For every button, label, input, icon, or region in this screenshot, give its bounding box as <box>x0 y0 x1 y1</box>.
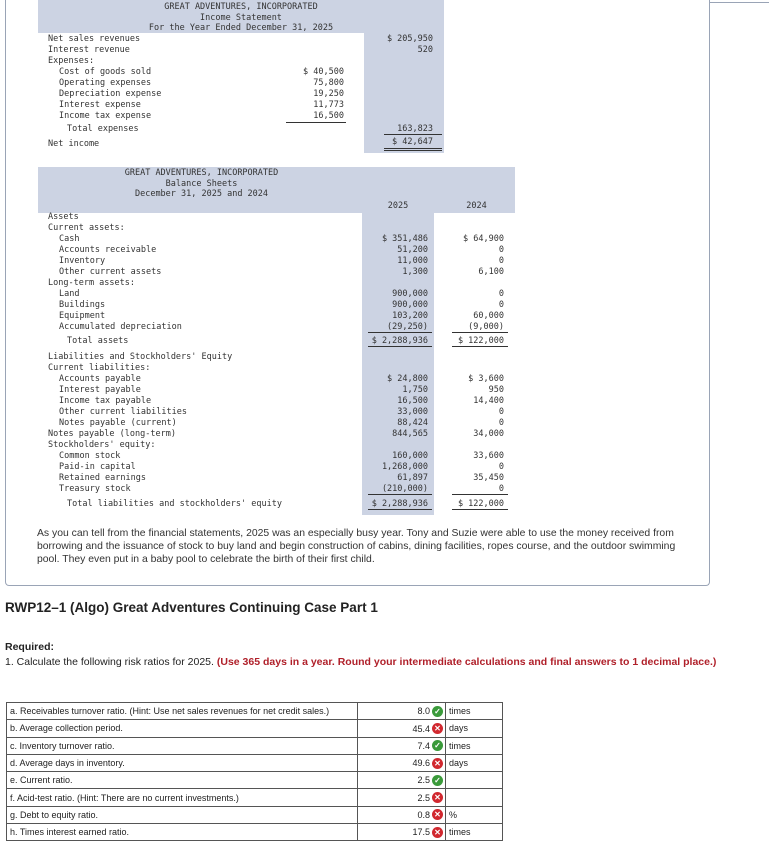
rule <box>452 509 508 510</box>
net-sales-value: $ 205,950 <box>386 34 433 44</box>
ratio-row <box>7 789 503 806</box>
bs-row-2024-value: 950 <box>488 385 504 395</box>
ratio-row <box>7 754 503 771</box>
bs-row-2024-value: 0 <box>498 484 504 494</box>
bs-row-2025-value: (210,000) <box>381 484 428 494</box>
ratio-row <box>7 703 503 720</box>
rule <box>384 134 442 135</box>
bs-row-2024-value: 0 <box>498 256 504 266</box>
expenses-label: Expenses: <box>48 56 95 66</box>
bs-col-2025: 2025 <box>387 201 409 211</box>
x-icon: ✕ <box>432 723 443 734</box>
rule <box>286 122 346 123</box>
is-period: For the Year Ended December 31, 2025 <box>148 23 334 33</box>
bs-row-2024-value: 0 <box>498 245 504 255</box>
bs-row-2025-value: $ 2,288,936 <box>371 499 428 509</box>
bs-row-2025-value: 88,424 <box>397 418 428 428</box>
bs-row-2024-value: $ 122,000 <box>457 336 504 346</box>
ratio-answer-cell[interactable] <box>358 789 446 806</box>
ratio-row <box>7 806 503 823</box>
case-narrative: As you can tell from the financial statements, 2025 was an especially busy year. Tony and Suzie were able to use the money received from borrowing and the issuance of stock to buy land and begin construction of cabins, dining facilities, ropes course, and the outdoor swimming pool. They even put in a baby pool to celebrate the birth of their first child. <box>37 528 676 565</box>
bs-row-label: Interest payable <box>59 385 141 395</box>
bs-row-label: Notes payable (current) <box>59 418 177 428</box>
expense-label: Income tax expense <box>59 111 152 121</box>
bs-row-2024-value: 35,450 <box>473 473 504 483</box>
bs-row-2024-value: $ 64,900 <box>463 234 504 244</box>
divider <box>710 2 769 3</box>
expense-label: Depreciation expense <box>59 89 162 99</box>
bs-row-label: Other current assets <box>59 267 162 277</box>
ratio-label: e. Current ratio. <box>7 772 358 789</box>
bs-row-2025-value: 1,300 <box>402 267 428 277</box>
total-expenses-value: 163,823 <box>397 124 433 134</box>
ratio-answer-cell[interactable] <box>358 737 446 754</box>
ratio-answer-input[interactable]: 0.8 <box>417 809 430 820</box>
bs-row-2025-value: $ 2,288,936 <box>371 336 428 346</box>
bs-row-label: Inventory <box>59 256 106 266</box>
bs-row-2025-value: $ 351,486 <box>381 234 428 244</box>
bs-row-label: Long-term assets: <box>48 278 135 288</box>
ratio-label: a. Receivables turnover ratio. (Hint: Use net sales revenues for net credit sales.) <box>7 703 358 720</box>
bs-row-label: Notes payable (long-term) <box>48 429 176 439</box>
ratio-unit: times <box>446 737 503 754</box>
bs-row-2025-value: 900,000 <box>392 300 428 310</box>
bs-row-2025-value: 16,500 <box>397 396 428 406</box>
ratio-row <box>7 737 503 754</box>
ratio-answer-cell[interactable] <box>358 824 446 841</box>
ratio-row <box>7 824 503 841</box>
bs-row-label: Assets <box>48 212 79 222</box>
required-text <box>5 655 750 669</box>
ratio-row <box>7 772 503 789</box>
ratio-unit <box>446 789 503 806</box>
bs-row-label: Common stock <box>59 451 121 461</box>
bs-row-label: Treasury stock <box>59 484 131 494</box>
bs-row-label: Liabilities and Stockholders' Equity <box>48 352 233 362</box>
bs-row-label: Land <box>59 289 80 299</box>
ratio-answer-cell[interactable] <box>358 754 446 771</box>
x-icon: ✕ <box>432 809 443 820</box>
bs-row-2025-value: 1,268,000 <box>381 462 428 472</box>
bs-row-2025-value: 103,200 <box>392 311 428 321</box>
rule <box>368 346 432 347</box>
rule <box>452 494 508 495</box>
bs-row-label: Current liabilities: <box>48 363 151 373</box>
ratio-answer-cell[interactable] <box>358 720 446 737</box>
ratio-unit: days <box>446 754 503 771</box>
bs-row-label: Accumulated depreciation <box>59 322 182 332</box>
bs-row-label: Income tax payable <box>59 396 152 406</box>
bs-row-2024-value: 14,400 <box>473 396 504 406</box>
bs-row-2025-value: $ 24,800 <box>387 374 428 384</box>
bs-row-label: Accounts payable <box>59 374 141 384</box>
expense-value: 11,773 <box>313 100 344 110</box>
x-icon: ✕ <box>432 827 443 838</box>
interest-revenue-value: 520 <box>417 45 433 55</box>
bs-row-label: Equipment <box>59 311 106 321</box>
bs-row-2024-value: 33,600 <box>473 451 504 461</box>
bs-row-2024-value: $ 122,000 <box>457 499 504 509</box>
ratio-label: f. Acid-test ratio. (Hint: There are no current investments.) <box>7 789 358 806</box>
ratio-label: g. Debt to equity ratio. <box>7 806 358 823</box>
bs-row-2024-value: 0 <box>498 300 504 310</box>
ratio-answer-cell[interactable] <box>358 806 446 823</box>
total-expenses-label: Total expenses <box>67 124 139 134</box>
net-sales-label: Net sales revenues <box>48 34 141 44</box>
ratio-answer-input[interactable]: 2.5 <box>417 792 430 803</box>
risk-ratio-table <box>6 702 503 841</box>
is-company: GREAT ADVENTURES, INCORPORATED <box>164 2 318 12</box>
ratio-answer-input[interactable]: 49.6 <box>412 758 430 769</box>
ratio-answer-input[interactable]: 2.5 <box>417 775 430 786</box>
bs-row-2024-value: 34,000 <box>473 429 504 439</box>
bs-row-2025-value: 11,000 <box>397 256 428 266</box>
bs-row-label: Accounts receivable <box>59 245 157 255</box>
required-instruction: (Use 365 days in a year. Round your intermediate calculations and final answers to 1 decimal place.) <box>216 656 717 668</box>
ratio-answer-input[interactable]: 17.5 <box>412 827 430 838</box>
ratio-unit <box>446 772 503 789</box>
expense-value: 19,250 <box>313 89 344 99</box>
ratio-row <box>7 720 503 737</box>
rule <box>384 150 442 151</box>
ratio-answer-cell[interactable] <box>358 703 446 720</box>
expense-value: $ 40,500 <box>303 67 344 77</box>
rule <box>368 509 432 510</box>
rule <box>452 346 508 347</box>
rule <box>452 332 508 333</box>
ratio-answer-input[interactable]: 45.4 <box>412 723 430 734</box>
bs-row-label: Cash <box>59 234 80 244</box>
expense-value: 75,800 <box>313 78 344 88</box>
net-income-value: $ 42,647 <box>392 137 433 147</box>
bs-row-2024-value: 0 <box>498 462 504 472</box>
ratio-answer-cell[interactable] <box>358 772 446 789</box>
bs-row-2025-value: 51,200 <box>397 245 428 255</box>
bs-row-2024-value: 0 <box>498 407 504 417</box>
bs-row-2025-value: 1,750 <box>402 385 428 395</box>
bs-row-2025-value: 160,000 <box>392 451 428 461</box>
net-income-label: Net income <box>48 139 100 149</box>
bs-row-2024-value: 6,100 <box>478 267 504 277</box>
bs-statement: Balance Sheets <box>165 179 238 189</box>
ratio-label: b. Average collection period. <box>7 720 358 737</box>
bs-row-2024-value: (9,000) <box>468 322 504 332</box>
rule <box>368 494 432 495</box>
is-statement: Income Statement <box>200 13 282 23</box>
bs-row-label: Buildings <box>59 300 106 310</box>
ratio-unit: times <box>446 703 503 720</box>
expense-label: Operating expenses <box>59 78 152 88</box>
x-icon: ✕ <box>432 758 443 769</box>
bs-row-2025-value: 900,000 <box>392 289 428 299</box>
bs-row-2025-value: 61,897 <box>397 473 428 483</box>
required-label: Required: <box>5 641 55 653</box>
bs-row-label: Other current liabilities <box>59 407 187 417</box>
check-icon: ✓ <box>432 775 443 786</box>
ratio-unit: times <box>446 824 503 841</box>
bs-row-2024-value: $ 3,600 <box>468 374 504 384</box>
bs-row-label: Paid-in capital <box>59 462 136 472</box>
x-icon: ✕ <box>432 792 443 803</box>
ratio-unit: % <box>446 806 503 823</box>
bs-row-2025-value: (29,250) <box>387 322 428 332</box>
rule <box>384 148 442 149</box>
problem-title: RWP12–1 (Algo) Great Adventures Continuing Case Part 1 <box>5 600 378 615</box>
bs-row-2024-value: 60,000 <box>473 311 504 321</box>
bs-row-2025-value: 33,000 <box>397 407 428 417</box>
check-icon: ✓ <box>432 706 443 717</box>
rule <box>368 332 432 333</box>
bs-period: December 31, 2025 and 2024 <box>134 189 269 199</box>
bs-row-label: Total assets <box>67 336 129 346</box>
bs-row-label: Current assets: <box>48 223 125 233</box>
ratio-label: h. Times interest earned ratio. <box>7 824 358 841</box>
bs-company: GREAT ADVENTURES, INCORPORATED <box>124 168 279 178</box>
expense-label: Cost of goods sold <box>59 67 152 77</box>
ratio-answer-input[interactable]: 7.4 <box>417 740 430 751</box>
bs-row-label: Total liabilities and stockholders' equity <box>67 499 282 509</box>
ratio-answer-input[interactable]: 8.0 <box>417 706 430 717</box>
bs-row-2024-value: 0 <box>498 289 504 299</box>
bs-row-2025-value: 844,565 <box>392 429 428 439</box>
expense-value: 16,500 <box>313 111 344 121</box>
ratio-label: d. Average days in inventory. <box>7 754 358 771</box>
ratio-unit: days <box>446 720 503 737</box>
check-icon: ✓ <box>432 740 443 751</box>
bs-row-label: Stockholders' equity: <box>48 440 156 450</box>
bs-col-2024: 2024 <box>466 201 487 211</box>
ratio-label: c. Inventory turnover ratio. <box>7 737 358 754</box>
required-question: 1. Calculate the following risk ratios for 2025. <box>5 656 214 668</box>
interest-revenue-label: Interest revenue <box>48 45 130 55</box>
bs-row-label: Retained earnings <box>59 473 146 483</box>
bs-row-2024-value: 0 <box>498 418 504 428</box>
expense-label: Interest expense <box>59 100 141 110</box>
